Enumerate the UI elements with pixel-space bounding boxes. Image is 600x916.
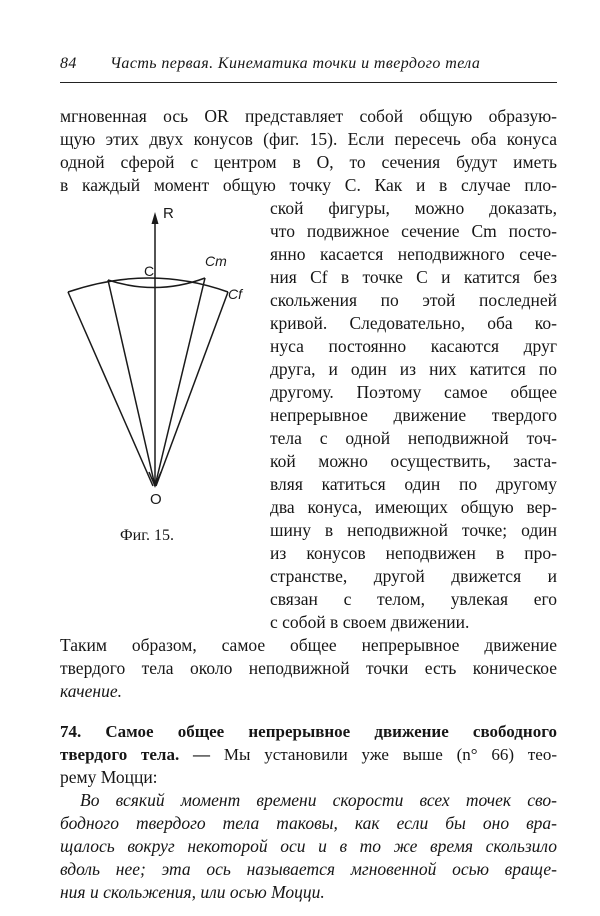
text-line	[60, 657, 557, 680]
text-line: одной сферой с центром в O, то сечения будут иметь	[60, 152, 557, 172]
theorem-line: ния и скольжения, или осью Моцци.	[60, 882, 325, 902]
text-line: с собой в своем движении.	[270, 612, 470, 632]
text-line	[60, 105, 557, 128]
theorem-line: бодного твердого тела таковы, как если бы оно вра-	[60, 813, 557, 833]
axis-arrowhead	[152, 212, 159, 224]
section-heading: 74. Самое общее непрерывное движение свободного	[60, 722, 557, 741]
text-span: твердого тела около неподвижной точки есть коническое	[60, 658, 557, 678]
running-header	[60, 55, 557, 83]
text-line	[60, 743, 557, 766]
text-line: из конусов неподвижен в про-	[270, 543, 557, 563]
text-span: Мы установили уже выше (n° 66) тео-	[223, 745, 558, 764]
text-line: тела с одной неподвижной точ-	[270, 428, 557, 448]
cone-fixed-left-edge	[68, 292, 153, 486]
text-line: щую этих двух конусов (фиг. 15). Если пересечь оба конуса	[60, 129, 557, 149]
label-cf: Cf	[228, 286, 242, 302]
label-o: O	[150, 491, 162, 508]
text-line: связан с телом, увлекая его	[270, 589, 557, 609]
text-line: кой можно осуществить, заста-	[270, 451, 557, 471]
theorem-line: Во всякий момент времени скорости всех точек сво-	[80, 790, 557, 810]
text-span: мгновенная ось OR представляет собой общую образую-	[60, 106, 557, 126]
text-line: в каждый момент общую точку C. Как и в случае пло-	[60, 175, 557, 195]
theorem-line: щалось вокруг некоторой оси и в то же время скользило	[60, 836, 557, 856]
figure-15-cones	[60, 200, 270, 550]
text-line: шину в неподвижной точке; один	[270, 520, 557, 540]
cone-moving-right-edge	[155, 278, 205, 486]
label-cm: Cm	[205, 253, 227, 269]
text-line: Таким образом, самое общее непрерывное движение	[60, 635, 557, 655]
cone-fixed-right-edge	[156, 292, 228, 486]
text-line: друга, и один из них катится по	[270, 359, 557, 379]
figure-caption: Фиг. 15.	[120, 527, 174, 544]
text-line: скольжения по этой последней	[270, 290, 557, 310]
cone-moving-left-edge	[108, 280, 155, 486]
header-rule	[60, 82, 557, 83]
text-line: два конуса, имеющих общую вер-	[270, 497, 557, 517]
theorem-line: вдоль нее; эта ось называется мгновенной осью враще-	[60, 859, 557, 879]
text-line: янно касается неподвижного сече-	[270, 244, 557, 264]
text-line: нуса постоянно касаются друг	[270, 336, 557, 356]
text-line: странстве, другой движется и	[270, 566, 557, 586]
text-line: другому. Поэтому самое общее	[270, 382, 557, 402]
label-r: R	[163, 205, 174, 222]
text-line: что подвижное сечение Cm посто-	[270, 221, 557, 241]
text-line: кривой. Следовательно, оба ко-	[270, 313, 557, 333]
text-line: непрерывное движение твердого	[270, 405, 557, 425]
text-line: качение.	[60, 681, 122, 701]
text-line: рему Моцци:	[60, 767, 158, 787]
running-title: Часть первая. Кинематика точки и твердого тела	[110, 55, 481, 72]
text-line: ния Cf в точке C и катится без	[270, 267, 557, 287]
section-heading-cont: твердого тела. —	[60, 745, 211, 764]
page-number: 84	[60, 55, 77, 72]
text-line: вляя катиться один по другому	[270, 474, 557, 494]
label-c: C	[144, 263, 155, 279]
text-line: ской фигуры, можно доказать,	[270, 198, 557, 218]
